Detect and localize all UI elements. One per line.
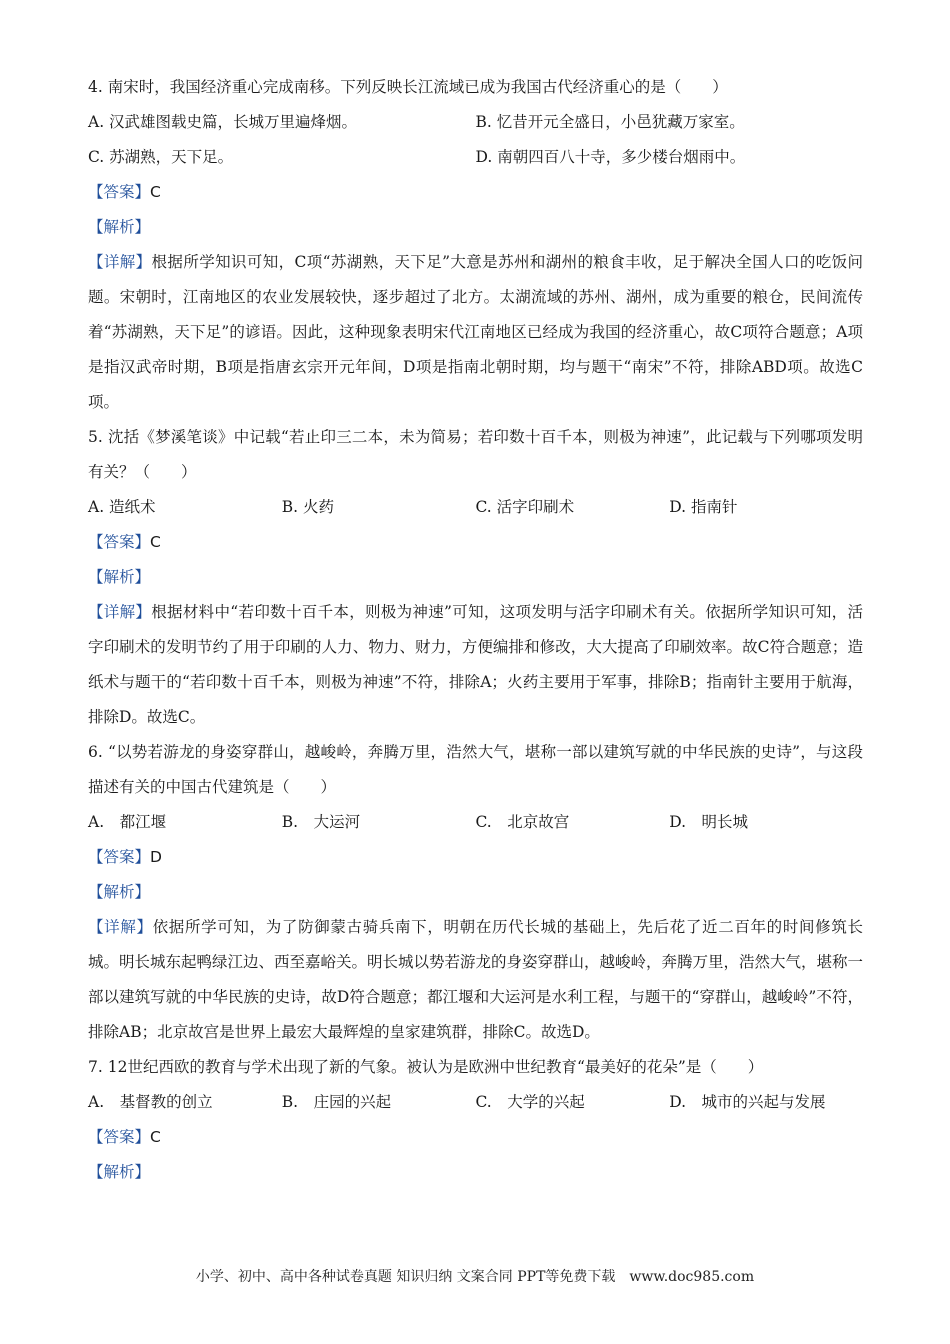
q4-option-d: D. 南朝四百八十寺，多少楼台烟雨中。	[475, 148, 746, 166]
q5-analysis	[88, 560, 863, 595]
q7-option-c: C. 大学的兴起	[475, 1093, 585, 1111]
q6-analysis	[88, 875, 863, 910]
detail-tag: 【详解】	[88, 603, 152, 621]
q7-option-b: B. 庄园的兴起	[281, 1093, 392, 1111]
analysis-tag: 【解析】	[88, 568, 151, 586]
analysis-tag: 【解析】	[88, 218, 151, 236]
answer-value: D	[150, 848, 162, 866]
q5-option-c: C. 活字印刷术	[475, 498, 575, 516]
q6-options-row	[88, 805, 863, 840]
q4-option-a: A. 汉武雄图载史篇，长城万里遍烽烟。	[88, 113, 358, 131]
q4-options-row-1	[88, 105, 863, 140]
q7-answer	[88, 1120, 863, 1155]
answer-tag: 【答案】	[88, 533, 151, 551]
answer-tag: 【答案】	[88, 848, 151, 866]
q4-options-row-2	[88, 140, 863, 175]
q7-option-a: A. 基督教的创立	[88, 1093, 213, 1111]
q4-option-b: B. 忆昔开元全盛日，小邑犹藏万家室。	[475, 113, 745, 131]
q6-option-c: C. 北京故宫	[475, 813, 570, 831]
detail-text: 根据材料中“若印数十百千本，则极为神速”可知，这项发明与活字印刷术有关。依据所学知识可知，活字印刷术的发明节约了用于印刷的人力、物力、财力，方便编排和修改，大大提高了印刷效率。故C符合题意；造纸术与题干的“若印数十百千本，则极为神速”不符，排除A；火药主要用于军事，排除B；指南针主要用于航海，排除D。故选C。	[88, 603, 863, 726]
detail-text: 根据所学知识可知，C项“苏湖熟，天下足”大意是苏州和湖州的粮食丰收，足于解决全国人口的吃饭问题。宋朝时，江南地区的农业发展较快，逐步超过了北方。太湖流域的苏州、湖州，成为重要的粮仓，民间流传着“苏湖熟，天下足”的谚语。因此，这种现象表明宋代江南地区已经成为我国的经济重心，故C项符合题意；A项是指汉武帝时期，B项是指唐玄宗开元年间，D项是指南北朝时期，均与题干“南宋”不符，排除ABD项。故选C项。	[88, 253, 863, 411]
q5-option-d: D. 指南针	[669, 498, 738, 516]
q6-option-b: B. 大运河	[281, 813, 361, 831]
detail-tag: 【详解】	[88, 253, 152, 271]
document-page	[88, 70, 863, 1190]
q5-stem: 5. 沈括《梦溪笔谈》中记载“若止印三二本，未为简易；若印数十百千本，则极为神速”，此记载与下列哪项发明有关？（ ）	[88, 428, 863, 481]
answer-value: C	[150, 1128, 161, 1146]
q5-options-row	[88, 490, 863, 525]
page-footer: 小学、初中、高中各种试卷真题 知识归纳 文案合同 PPT等免费下载 www.doc985.com	[195, 1269, 755, 1285]
q7-stem: 7. 12世纪西欧的教育与学术出现了新的气象。被认为是欧洲中世纪教育“最美好的花朵”是（ ）	[88, 1058, 764, 1076]
answer-tag: 【答案】	[88, 183, 151, 201]
q4-option-c: C. 苏湖熟，天下足。	[88, 148, 234, 166]
q4-stem: 4. 南宋时，我国经济重心完成南移。下列反映长江流域已成为我国古代经济重心的是（ ）	[88, 78, 728, 96]
q7-analysis	[88, 1155, 863, 1190]
q7-option-d: D. 城市的兴起与发展	[669, 1093, 826, 1111]
detail-text: 依据所学可知，为了防御蒙古骑兵南下，明朝在历代长城的基础上，先后花了近二百年的时间修筑长城。明长城东起鸭绿江边、西至嘉峪关。明长城以势若游龙的身姿穿群山，越峻岭，奔腾万里，浩然大气，堪称一部以建筑写就的中华民族的史诗，故D符合题意；都江堰和大运河是水利工程，与题干的“穿群山，越峻岭”不符，排除AB；北京故宫是世界上最宏大最辉煌的皇家建筑群，排除C。故选D。	[88, 918, 864, 1041]
answer-value: C	[150, 183, 161, 201]
q5-option-a: A. 造纸术	[88, 498, 156, 516]
analysis-tag: 【解析】	[88, 1163, 151, 1181]
q6-option-d: D. 明长城	[669, 813, 749, 831]
detail-tag: 【详解】	[88, 918, 153, 936]
q4-detail	[88, 245, 863, 420]
answer-value: C	[150, 533, 161, 551]
q5-answer	[88, 525, 863, 560]
q7-options-row	[88, 1085, 863, 1120]
q6-detail	[88, 910, 863, 1050]
q5-detail	[88, 595, 863, 735]
q4-answer	[88, 175, 863, 210]
q4-analysis	[88, 210, 863, 245]
q6-answer	[88, 840, 863, 875]
q5-option-b: B. 火药	[281, 498, 334, 516]
analysis-tag: 【解析】	[88, 883, 151, 901]
answer-tag: 【答案】	[88, 1128, 151, 1146]
q6-stem: 6. “以势若游龙的身姿穿群山，越峻岭，奔腾万里，浩然大气，堪称一部以建筑写就的中华民族的史诗”，与这段描述有关的中国古代建筑是（ ）	[88, 743, 863, 796]
q6-option-a: A. 都江堰	[88, 813, 167, 831]
